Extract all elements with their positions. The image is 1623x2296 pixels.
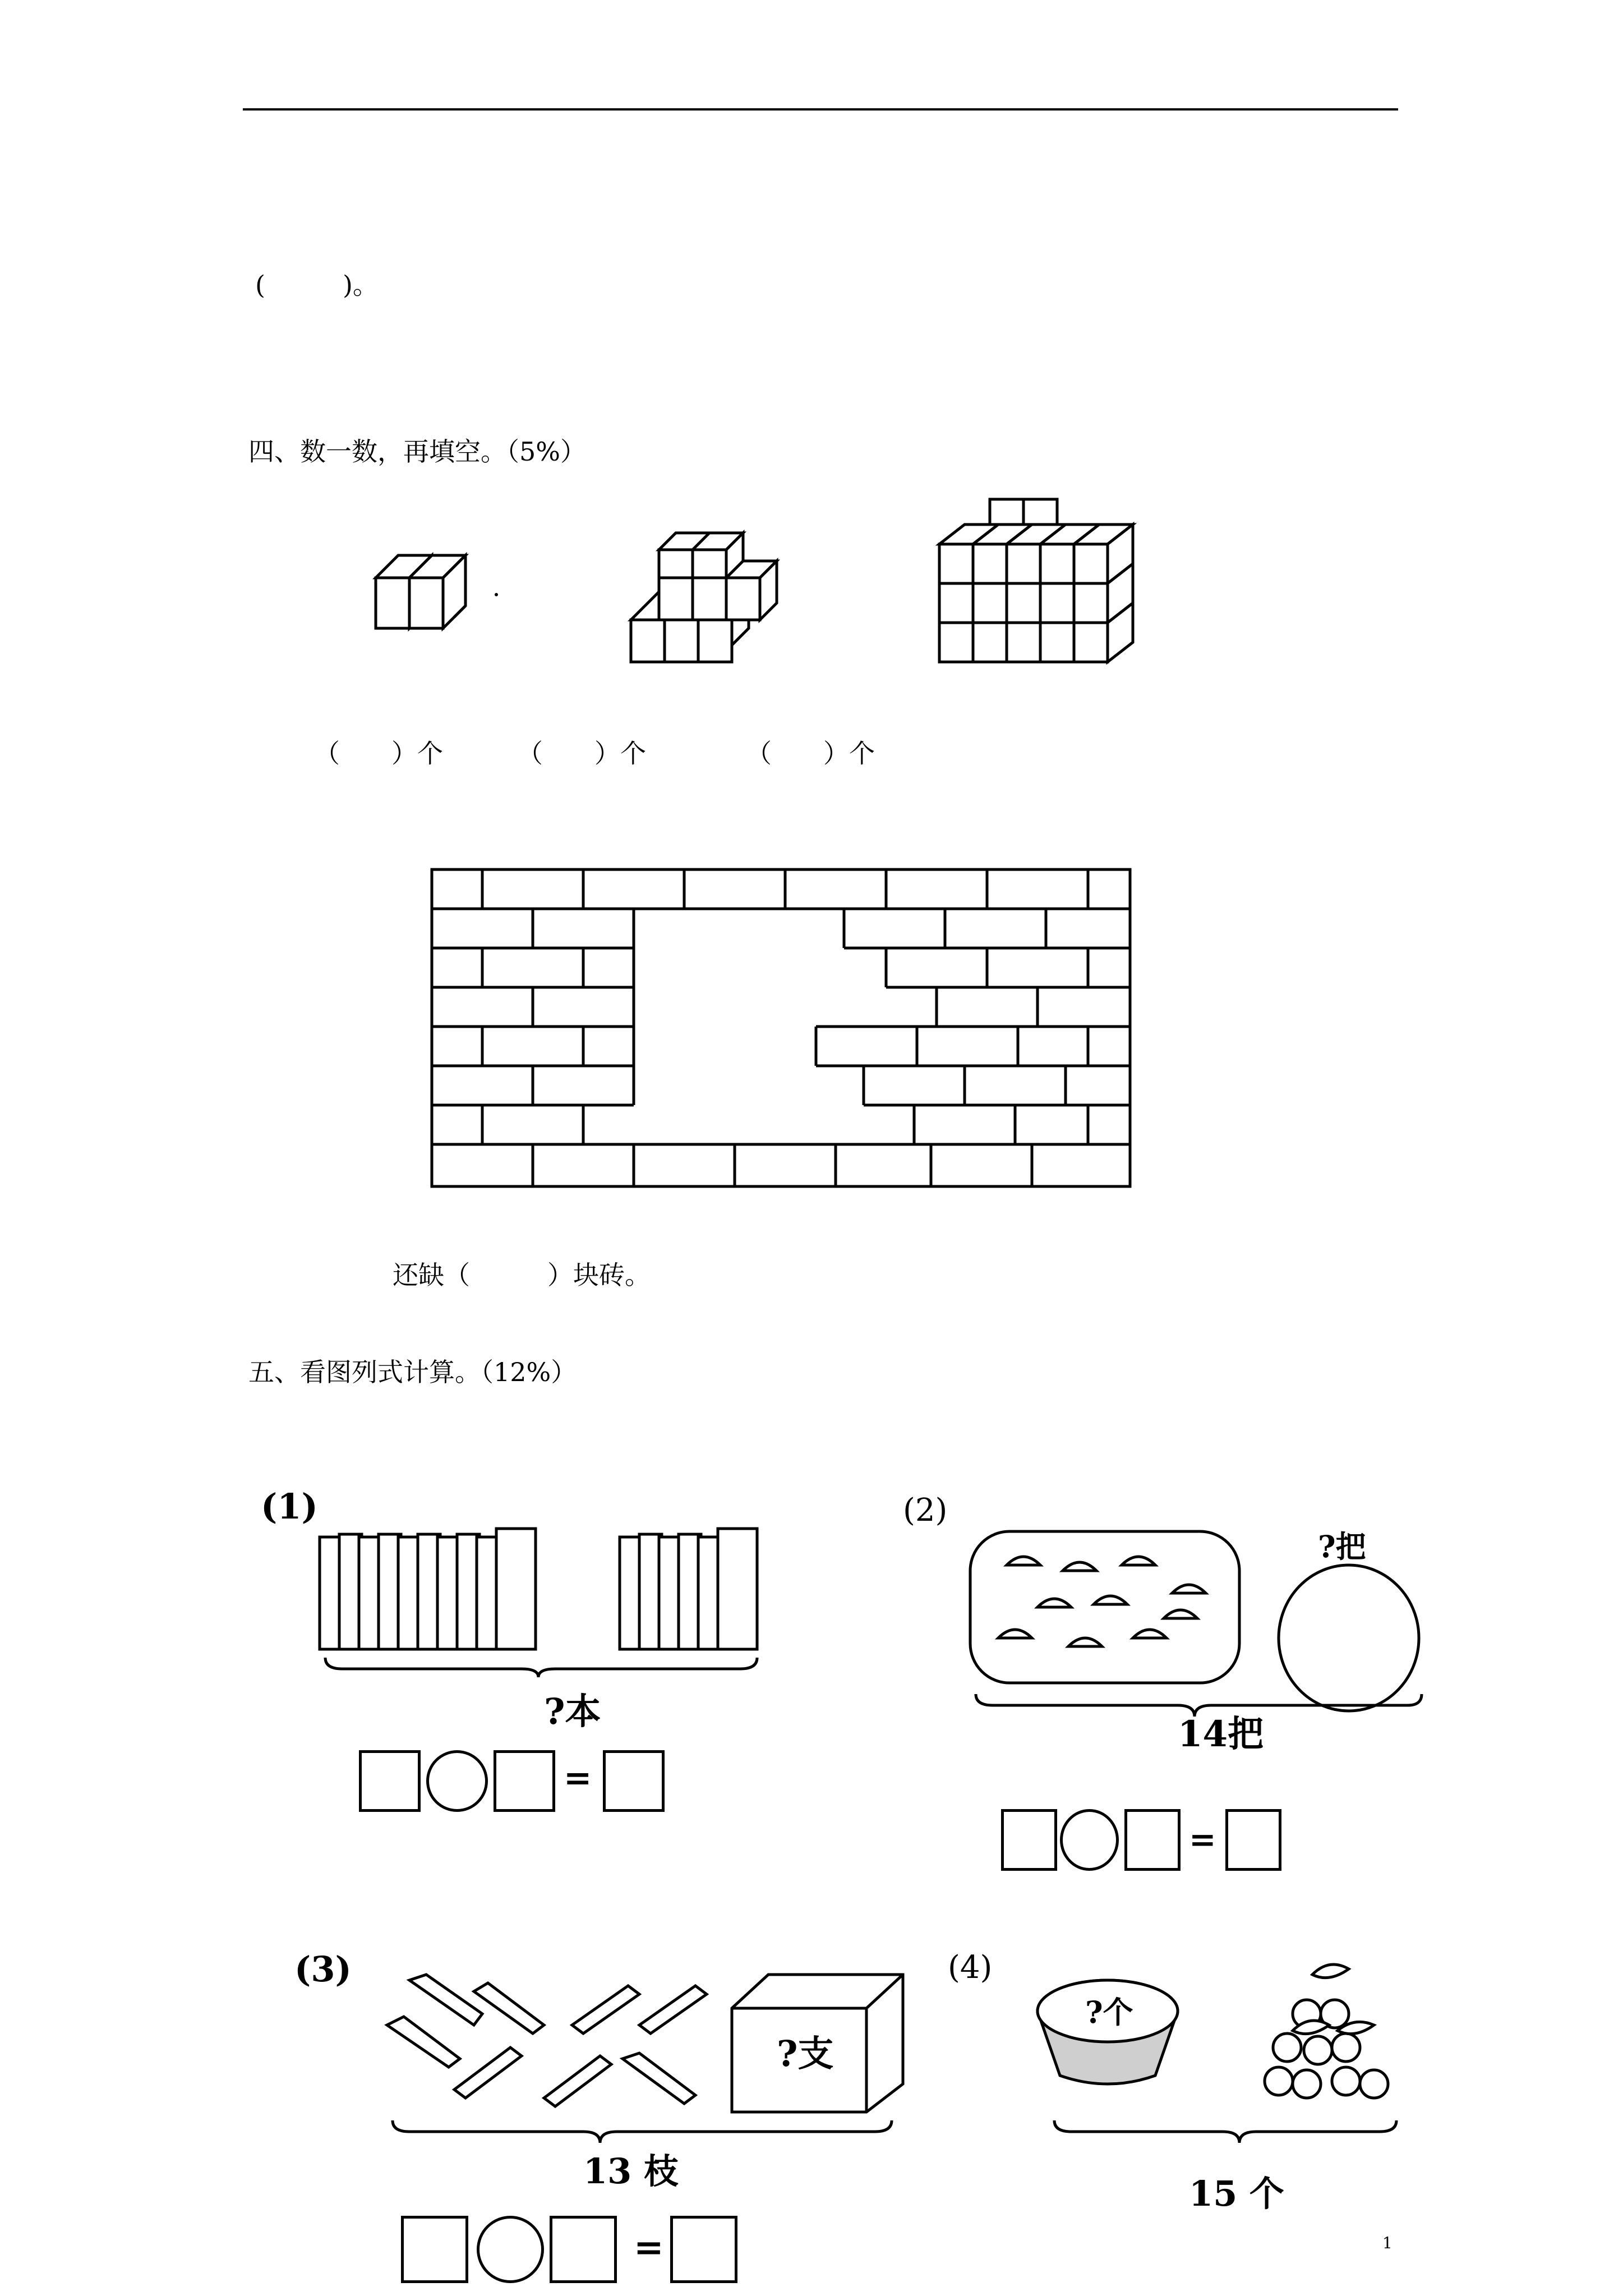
answer-box[interactable] <box>603 1750 665 1812</box>
problem-3-unknown: ?支 <box>777 2033 834 2075</box>
problem-4-total: 15 个 <box>1189 2173 1284 2214</box>
problem-3-number: (3) <box>294 1949 352 1990</box>
problem-1-unknown: ?本 <box>544 1691 601 1733</box>
pencils-illustration <box>381 1963 914 2148</box>
problem-2-total: 14把 <box>1178 1713 1264 1755</box>
cube-figure-2 <box>625 524 810 670</box>
equals-sign: = <box>634 2226 664 2269</box>
cube-count-blank-2: （ ）个 <box>517 738 646 769</box>
equals-sign: = <box>1189 1820 1216 1858</box>
brick-wall <box>429 867 1136 1192</box>
answer-box[interactable] <box>1124 1809 1181 1871</box>
cube-count-blank-1: （ ）个 <box>314 738 443 769</box>
section5-heading: 五、看图列式计算。（12%） <box>248 1357 577 1387</box>
problem-3-total: 13 枝 <box>583 2151 679 2192</box>
header-rule <box>243 108 1398 111</box>
q3-answer-tail: ( )。 <box>255 270 379 300</box>
answer-box[interactable] <box>550 2216 617 2283</box>
problem-4-unknown: ?个 <box>1085 1994 1133 2030</box>
answer-box[interactable] <box>1225 1809 1281 1871</box>
operator-circle[interactable] <box>426 1750 488 1812</box>
cube-figure-3 <box>934 494 1158 673</box>
section4-heading: 四、数一数，再填空。（5%） <box>248 436 586 467</box>
equals-sign: = <box>564 1759 592 1798</box>
operator-circle[interactable] <box>477 2216 544 2283</box>
problem-4-number: (4) <box>948 1949 993 1986</box>
books-illustration <box>314 1515 819 1683</box>
problem-2-unknown: ?把 <box>1318 1529 1366 1565</box>
answer-box[interactable] <box>670 2216 737 2283</box>
answer-box[interactable] <box>401 2216 468 2283</box>
answer-box[interactable] <box>494 1750 555 1812</box>
cube-count-blank-3: （ ）个 <box>746 738 875 769</box>
wall-answer: 还缺（ ）块砖。 <box>393 1260 651 1290</box>
operator-circle[interactable] <box>1060 1809 1119 1871</box>
answer-box[interactable] <box>359 1750 421 1812</box>
page-number: 1 <box>1382 2234 1393 2252</box>
problem-1-number: (1) <box>261 1486 318 1527</box>
basket-cherries-illustration <box>1032 1952 1413 2165</box>
cube-figure-1 <box>370 539 516 639</box>
answer-box[interactable] <box>1001 1809 1057 1871</box>
problem-2-number: (2) <box>903 1492 948 1529</box>
